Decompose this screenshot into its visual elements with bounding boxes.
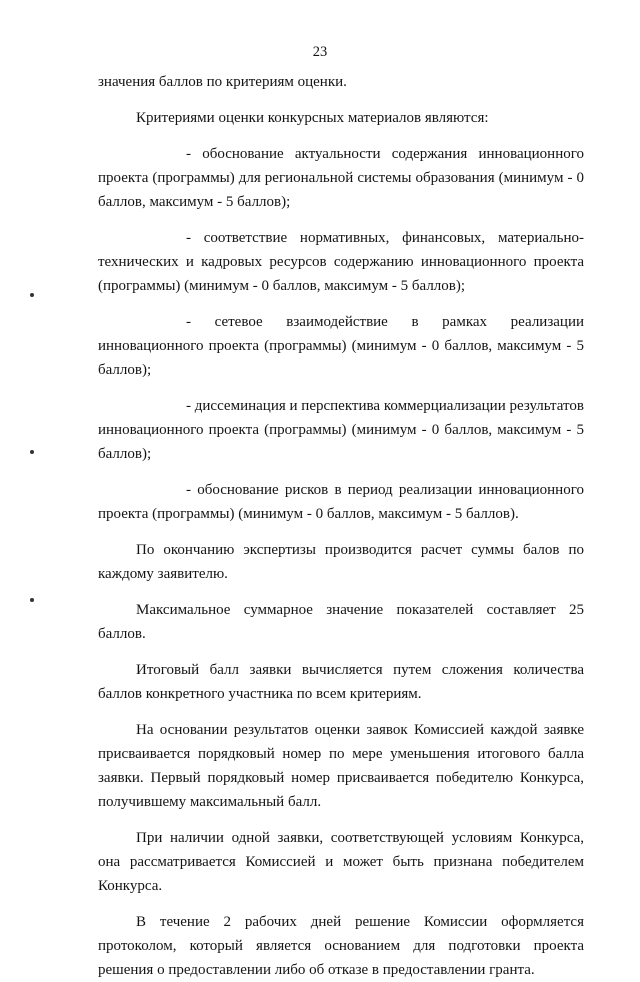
scan-artifact-dot	[30, 450, 34, 454]
paragraph-criteria-heading: Критериями оценки конкурсных материалов являются:	[136, 110, 489, 126]
scan-artifact-dot	[30, 598, 34, 602]
scan-artifact-dot	[30, 293, 34, 297]
criterion-item-dissemination: - диссеминация и перспектива коммерциализации результатов инновационного проекта (программы) (минимум - 0 баллов, максимум - 5 баллов);	[98, 398, 584, 462]
paragraph-max-score: Максимальное суммарное значение показателей составляет 25 баллов.	[98, 602, 584, 642]
document-body	[98, 70, 584, 982]
criterion-item-network: - сетевое взаимодействие в рамках реализации инновационного проекта (программы) (минимум - 0 баллов, максимум - 5 баллов);	[98, 314, 584, 378]
criterion-item-relevance: - обоснование актуальности содержания инновационного проекта (программы) для региональной системы образования (минимум - 0 баллов, максимум - 5 баллов);	[98, 146, 584, 210]
paragraph-intro-continuation: значения баллов по критериям оценки.	[98, 74, 347, 90]
paragraph-single-application: При наличии одной заявки, соответствующей условиям Конкурса, она рассматривается Комиссией и может быть признана победителем Конкурса.	[98, 830, 584, 894]
paragraph-protocol: В течение 2 рабочих дней решение Комиссии оформляется протоколом, который является основанием для подготовки проекта решения о предоставлении либо об отказе в предоставлении гранта.	[98, 914, 584, 978]
criterion-item-resources: - соответствие нормативных, финансовых, материально-технических и кадровых ресурсов содержанию инновационного проекта (программы) (минимум - 0 баллов, максимум - 5 баллов);	[98, 230, 584, 294]
paragraph-ranking: На основании результатов оценки заявок Комиссией каждой заявке присваивается порядковый номер по мере уменьшения итогового балла заявки. Первый порядковый номер присваивается победителю Конкурса, получившему максимальный балл.	[98, 722, 584, 810]
paragraph-score-calculation: По окончанию экспертизы производится расчет суммы балов по каждому заявителю.	[98, 542, 584, 582]
page-number: 23	[312, 44, 328, 60]
criterion-item-risks: - обоснование рисков в период реализации инновационного проекта (программы) (минимум - 0 баллов, максимум - 5 баллов).	[98, 482, 584, 522]
paragraph-final-score: Итоговый балл заявки вычисляется путем сложения количества баллов конкретного участника по всем критериям.	[98, 662, 584, 702]
